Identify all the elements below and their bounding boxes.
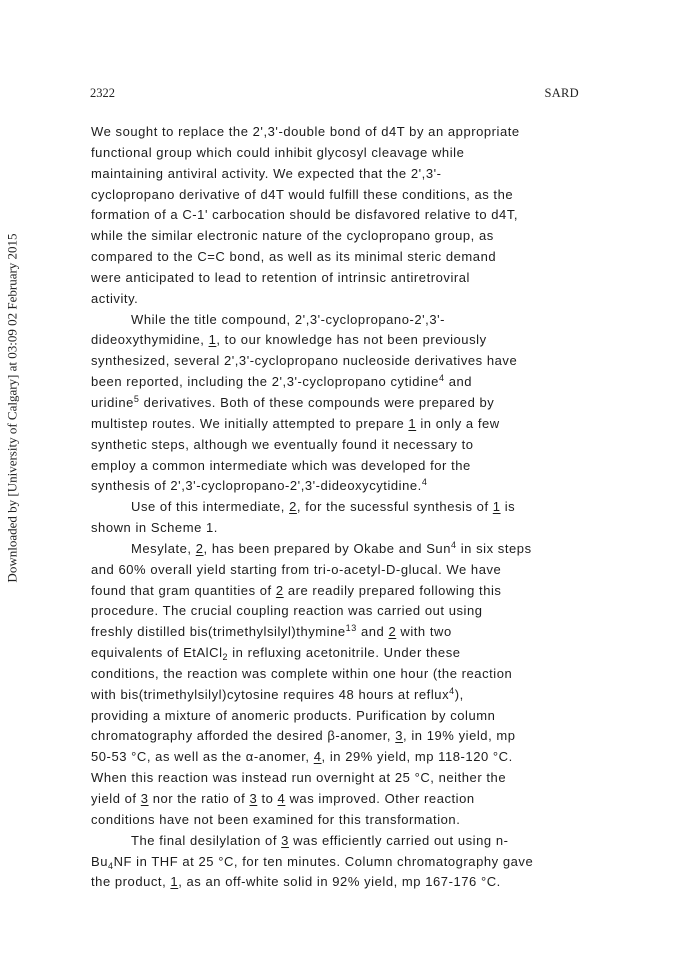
reference-superscript: 4 <box>438 373 445 384</box>
text-line <box>91 372 591 393</box>
text-line <box>91 622 591 643</box>
text-segment: cyclopropano derivative of d4T would fulfill these conditions, as the <box>91 186 514 202</box>
compound-number: 1 <box>170 874 179 890</box>
text-line <box>91 810 591 831</box>
text-segment: to <box>257 791 278 806</box>
text-segment: is <box>500 499 516 515</box>
text-line <box>91 122 591 143</box>
text-line <box>91 539 591 560</box>
reference-superscript: 13 <box>345 623 357 634</box>
compound-number: 1 <box>492 499 501 515</box>
text-segment: procedure. The crucial coupling reaction was carried out using <box>91 603 483 619</box>
text-segment: functional group which could inhibit glycosyl cleavage while <box>91 144 465 160</box>
text-segment: was improved. Other reaction <box>285 791 475 806</box>
text-line <box>91 581 591 602</box>
text-segment: , to our knowledge has not been previously <box>216 332 487 348</box>
text-segment: while the similar electronic nature of the cyclopropano group, as <box>91 228 494 244</box>
text-line <box>91 518 591 539</box>
text-segment: conditions have not been examined for this transformation. <box>91 811 461 827</box>
text-segment: NF in THF at 25 °C, for ten minutes. Column chromatography gave <box>113 853 534 869</box>
text-line <box>91 789 591 810</box>
text-segment: employ a common intermediate which was developed for the <box>91 457 471 473</box>
text-segment: Use of this intermediate, <box>131 499 290 515</box>
compound-number: 1 <box>408 415 417 431</box>
compound-number: 3 <box>249 791 258 806</box>
text-line <box>91 164 591 185</box>
text-segment: synthesized, several 2',3'-cyclopropano nucleoside derivatives have <box>91 353 518 369</box>
text-segment: in only a few <box>416 415 500 431</box>
compound-number: 3 <box>140 791 149 806</box>
text-segment: were anticipated to lead to retention of intrinsic antiretroviral <box>91 269 470 285</box>
text-segment: chromatography afforded the desired β-anomer, <box>91 728 396 744</box>
text-line <box>91 185 591 206</box>
text-line <box>91 330 591 351</box>
text-segment: freshly distilled bis(trimethylsilyl)thymine <box>91 624 346 640</box>
text-segment: compared to the C=C bond, as well as its minimal steric demand <box>91 249 497 265</box>
compound-number: 2 <box>388 624 397 640</box>
text-segment: in six steps <box>456 540 532 556</box>
text-line <box>91 456 591 477</box>
text-segment: The final desilylation of <box>131 832 282 848</box>
text-segment: equivalents of EtAlCl <box>91 645 223 661</box>
compound-number: 4 <box>277 791 286 806</box>
text-segment: Bu <box>91 853 109 869</box>
text-line <box>91 852 591 873</box>
reference-superscript: 4 <box>421 477 428 488</box>
compound-number: 1 <box>208 332 217 348</box>
text-segment: with two <box>396 624 452 640</box>
running-head: SARD <box>544 86 579 100</box>
text-segment: derivatives. Both of these compounds were prepared by <box>139 394 495 410</box>
text-line <box>91 351 591 372</box>
text-segment: in refluxing acetonitrile. Under these <box>228 645 461 661</box>
reference-superscript: 4 <box>451 539 457 550</box>
text-segment: with bis(trimethylsilyl)cytosine requires 48 hours at reflux <box>91 686 450 702</box>
text-line <box>91 289 591 310</box>
text-line <box>91 872 591 893</box>
text-line <box>91 643 591 664</box>
text-line <box>91 226 591 247</box>
text-segment: , as an off-white solid in 92% yield, mp 167-176 °C. <box>178 874 501 890</box>
text-segment: and <box>356 624 389 640</box>
text-segment: are readily prepared following this <box>283 582 502 598</box>
text-line <box>91 435 591 456</box>
text-line <box>91 247 591 268</box>
text-segment: formation of a C-1' carbocation should be disfavored relative to d4T, <box>91 207 519 223</box>
text-segment: While the title compound, 2',3'-cyclopropano-2',3'- <box>131 311 446 327</box>
text-line <box>91 476 591 497</box>
text-segment: dideoxythymidine, <box>91 332 209 348</box>
subscript: 2 <box>222 652 229 663</box>
text-segment: been reported, including the 2',3'-cyclopropano cytidine <box>91 374 439 390</box>
compound-number: 2 <box>289 499 297 515</box>
text-line <box>91 414 591 435</box>
text-segment: uridine <box>91 394 134 410</box>
text-line <box>91 685 591 706</box>
body-text <box>91 122 591 893</box>
text-segment: conditions, the reaction was complete within one hour (the reaction <box>91 665 513 681</box>
text-line <box>91 726 591 747</box>
text-segment: multistep routes. We initially attempted to prepare <box>91 415 409 431</box>
text-segment: the product, <box>91 874 171 890</box>
text-segment: activity. <box>91 290 139 306</box>
text-segment: and <box>444 374 473 390</box>
text-segment: When this reaction was instead run overnight at 25 °C, neither the <box>91 770 507 786</box>
text-line <box>91 601 591 622</box>
text-line <box>91 205 591 226</box>
compound-number: 2 <box>275 582 284 598</box>
text-line <box>91 664 591 685</box>
text-segment: maintaining antiviral activity. We expected that the 2',3'- <box>91 165 442 181</box>
subscript: 4 <box>108 860 114 871</box>
text-segment: Mesylate, <box>131 540 196 556</box>
reference-superscript: 5 <box>133 393 140 404</box>
text-line <box>91 831 591 852</box>
text-line <box>91 560 591 581</box>
compound-number: 3 <box>281 832 289 848</box>
text-line <box>91 268 591 289</box>
text-segment: providing a mixture of anomeric products. Purification by column <box>91 707 496 723</box>
text-segment: and 60% overall yield starting from tri-o-acetyl-D-glucal. We have <box>91 561 502 577</box>
text-segment: shown in Scheme 1. <box>91 520 218 536</box>
text-segment: synthetic steps, although we eventually found it necessary to <box>91 436 474 452</box>
text-segment: , in 19% yield, mp <box>403 728 516 744</box>
text-segment: yield of <box>91 791 141 806</box>
text-segment: , in 29% yield, mp 118-120 °C. <box>321 749 513 765</box>
text-segment: 50-53 °C, as well as the α-anomer, <box>91 749 314 765</box>
text-line <box>91 497 591 518</box>
text-segment: , has been prepared by Okabe and Sun <box>203 540 451 556</box>
text-segment: synthesis of 2',3'-cyclopropano-2',3'-dideoxycytidine. <box>91 478 422 494</box>
text-segment: found that gram quantities of <box>91 582 276 598</box>
download-watermark <box>2 128 24 688</box>
text-line <box>91 393 591 414</box>
text-segment: , for the sucessful synthesis of <box>296 499 493 515</box>
text-line <box>91 143 591 164</box>
reference-superscript: 4 <box>449 685 455 696</box>
text-segment: was efficiently carried out using n- <box>288 832 509 848</box>
text-line <box>91 768 591 789</box>
compound-number: 2 <box>195 540 204 556</box>
compound-number: 3 <box>395 728 404 744</box>
text-segment: We sought to replace the 2',3'-double bond of d4T by an appropriate <box>91 124 520 139</box>
text-line <box>91 747 591 768</box>
text-line <box>91 310 591 331</box>
text-segment: nor the ratio of <box>148 791 250 806</box>
text-line <box>91 706 591 727</box>
text-segment: ), <box>454 686 464 702</box>
download-watermark-text: Downloaded by [University of Calgary] at 03:09 02 February 2015 <box>5 233 20 583</box>
compound-number: 4 <box>313 749 322 765</box>
page-number: 2322 <box>90 86 115 100</box>
